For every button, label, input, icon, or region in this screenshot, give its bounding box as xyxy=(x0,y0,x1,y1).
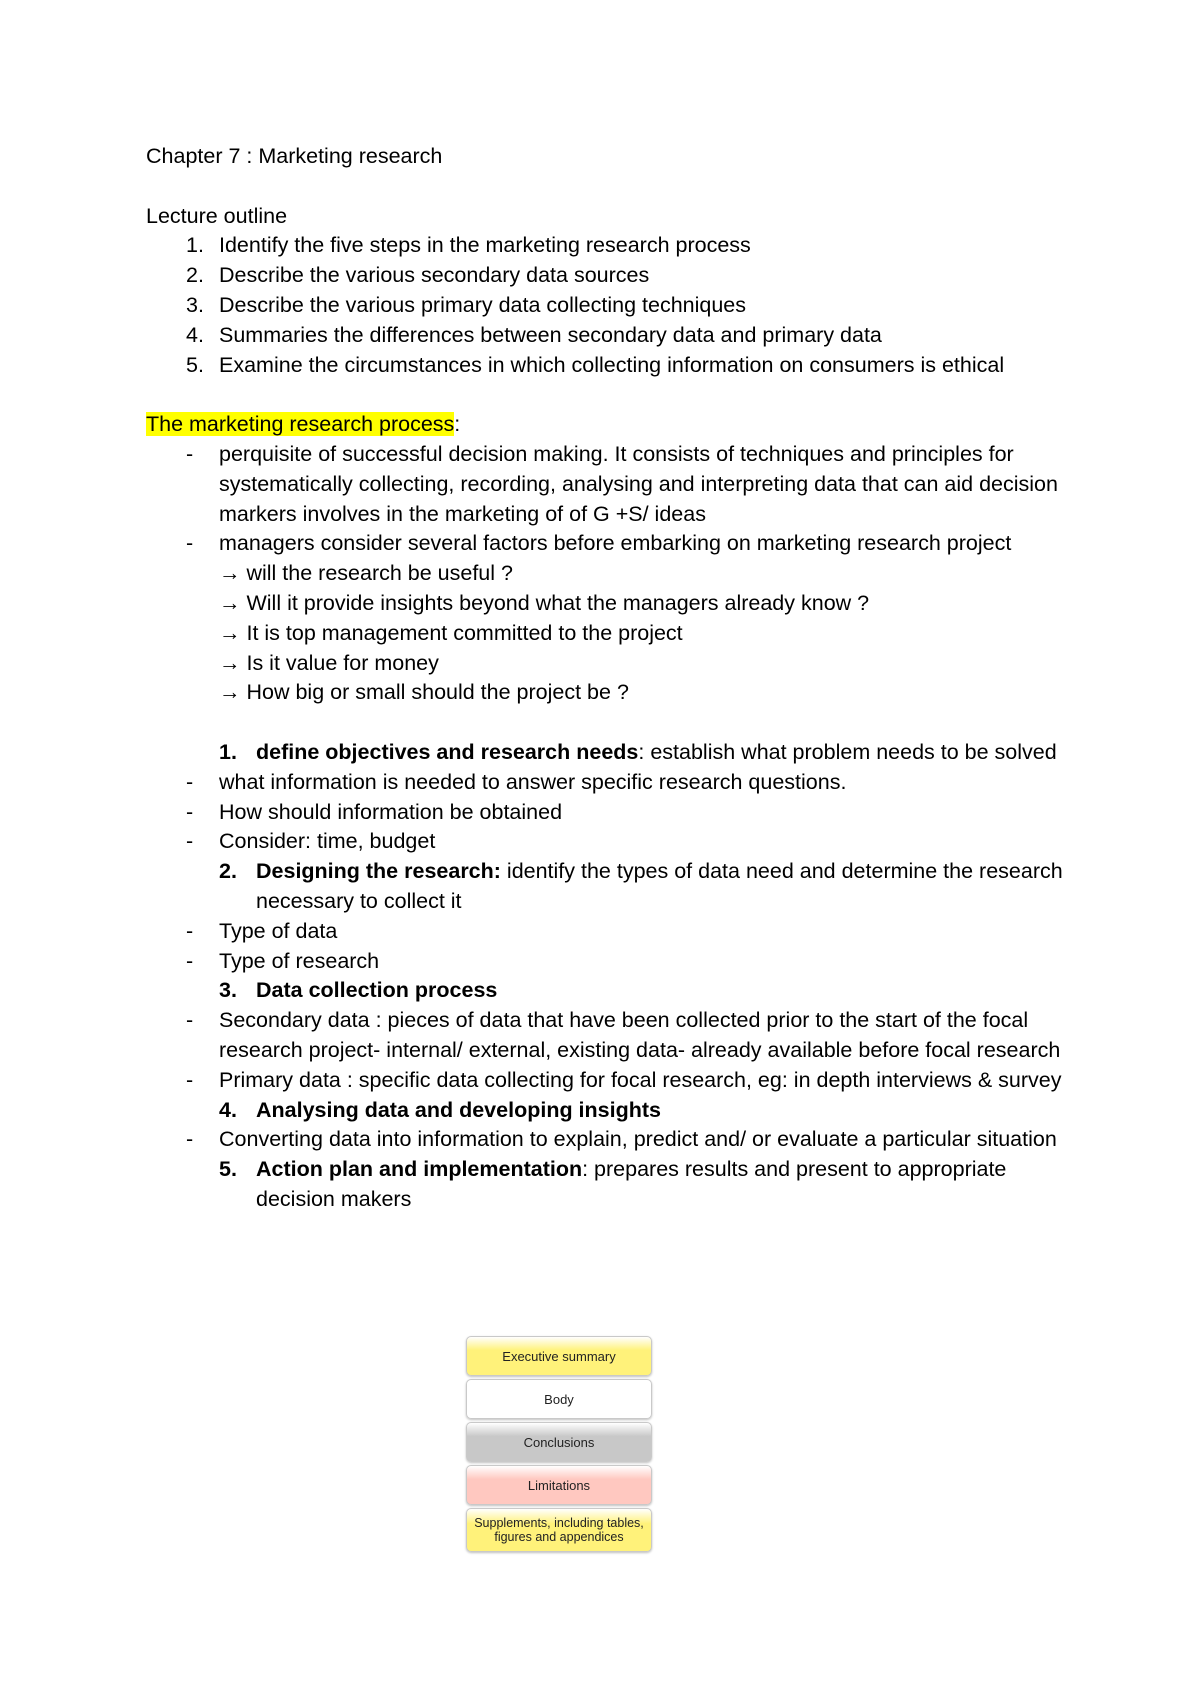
step-number: 5. xyxy=(219,1157,237,1182)
bullet-text: How should information be obtained xyxy=(219,799,563,824)
question-item: → Will it provide insights beyond what the managers already know ? xyxy=(219,590,870,615)
bullet-text: Secondary data : pieces of data that have been collected prior to the start of the focal research project- internal/ external, existing data- already available before focal research xyxy=(219,1008,1061,1062)
item-text: Identify the five steps in the marketing research process xyxy=(219,233,751,258)
bullet-item xyxy=(146,827,1086,857)
step-item xyxy=(146,976,1086,1006)
bullet-text: perquisite of successful decision making. It consists of techniques and principles for systematically collecting, recording, analysing and interpreting data that can aid decision markers involves in the marketing of of G +S/ ideas xyxy=(219,441,1058,526)
report-section-executive-summary: Executive summary xyxy=(466,1336,652,1376)
step-text xyxy=(146,1096,1086,1126)
outline-item xyxy=(146,261,1086,291)
report-section-body: Body xyxy=(466,1379,652,1419)
spacer xyxy=(146,172,1086,202)
bullet-item xyxy=(146,768,1086,798)
item-text: Summaries the differences between secondary data and primary data xyxy=(219,322,882,347)
report-section-conclusions: Conclusions xyxy=(466,1422,652,1462)
step-text xyxy=(146,738,1086,768)
step-number: 4. xyxy=(219,1097,237,1122)
bullet-dash: - xyxy=(186,1008,194,1033)
step-text xyxy=(146,1155,1086,1215)
bullet-text: Primary data : specific data collecting for focal research, eg: in depth interviews & survey xyxy=(219,1067,1062,1092)
report-section-limitations: Limitations xyxy=(466,1465,652,1505)
bullet-item xyxy=(146,1066,1086,1096)
document-body xyxy=(146,142,1086,1215)
report-section-supplements: Supplements, including tables, figures and appendices xyxy=(466,1508,652,1552)
bullet-item xyxy=(146,1125,1086,1155)
step-text xyxy=(146,976,1086,1006)
bullet-dash: - xyxy=(186,918,194,943)
bullet-dash: - xyxy=(186,441,194,466)
bullet-item xyxy=(146,1006,1086,1066)
step-text xyxy=(146,857,1086,917)
step-title: Designing the research: xyxy=(256,859,501,884)
outline-heading: Lecture outline xyxy=(146,203,288,228)
step-number: 2. xyxy=(219,859,237,884)
bullet-text: Type of research xyxy=(219,948,380,973)
bullet-dash: - xyxy=(186,531,194,556)
step-description: : establish what problem needs to be solved xyxy=(638,739,1057,764)
item-text: Examine the circumstances in which collecting information on consumers is ethical xyxy=(219,352,1005,377)
bullet-item xyxy=(146,947,1086,977)
step-item xyxy=(146,1096,1086,1126)
bullet-text: managers consider several factors before embarking on marketing research project xyxy=(219,531,1012,556)
bullet-item xyxy=(146,529,1086,559)
bullet-dash: - xyxy=(186,769,194,794)
step-description: identify the types of data need and determine the research necessary to collect it xyxy=(256,859,1063,913)
report-structure-diagram xyxy=(466,1336,652,1555)
bullet-item xyxy=(146,917,1086,947)
bullet-dash: - xyxy=(186,948,194,973)
step-number: 3. xyxy=(219,978,237,1003)
step-item xyxy=(146,857,1086,917)
question-item: → It is top management committed to the project xyxy=(219,620,683,645)
item-number: 4. xyxy=(186,322,204,347)
bullet-dash: - xyxy=(186,1067,194,1092)
section-heading xyxy=(146,410,1086,440)
item-number: 2. xyxy=(186,263,204,288)
highlighted-heading: The marketing research process xyxy=(146,412,455,437)
outline-item xyxy=(146,291,1086,321)
step-title: Data collection process xyxy=(256,978,498,1003)
bullet-text: Consider: time, budget xyxy=(219,829,436,854)
item-number: 1. xyxy=(186,233,204,258)
bullet-dash: - xyxy=(186,829,194,854)
bullet-text: what information is needed to answer specific research questions. xyxy=(219,769,847,794)
item-text: Describe the various primary data collecting techniques xyxy=(219,292,747,317)
bullet-item xyxy=(146,798,1086,828)
outline-item xyxy=(146,231,1086,261)
bullet-item xyxy=(146,440,1086,529)
step-item xyxy=(146,738,1086,768)
step-title: define objectives and research needs xyxy=(256,739,639,764)
step-item xyxy=(146,1155,1086,1215)
step-title: Action plan and implementation xyxy=(256,1157,583,1182)
spacer xyxy=(146,708,1086,738)
step-number: 1. xyxy=(219,739,237,764)
page-title: Chapter 7 : Marketing research xyxy=(146,144,443,168)
question-item: → How big or small should the project be ? xyxy=(219,680,629,705)
outline-list xyxy=(146,231,1086,380)
bullet-text: Converting data into information to explain, predict and/ or evaluate a particular situation xyxy=(219,1127,1057,1152)
spacer xyxy=(146,380,1086,410)
step-description: : prepares results and present to appropriate decision makers xyxy=(256,1157,1007,1211)
step-title: Analysing data and developing insights xyxy=(256,1097,661,1122)
item-number: 3. xyxy=(186,292,204,317)
bullet-dash: - xyxy=(186,1127,194,1152)
question-item: → Is it value for money xyxy=(219,650,439,675)
bullet-text: Type of data xyxy=(219,918,338,943)
question-item: → will the research be useful ? xyxy=(219,561,513,586)
item-number: 5. xyxy=(186,352,204,377)
bullet-dash: - xyxy=(186,799,194,824)
item-text: Describe the various secondary data sources xyxy=(219,263,650,288)
outline-item xyxy=(146,321,1086,351)
heading-colon: : xyxy=(454,412,461,437)
outline-item xyxy=(146,351,1086,381)
